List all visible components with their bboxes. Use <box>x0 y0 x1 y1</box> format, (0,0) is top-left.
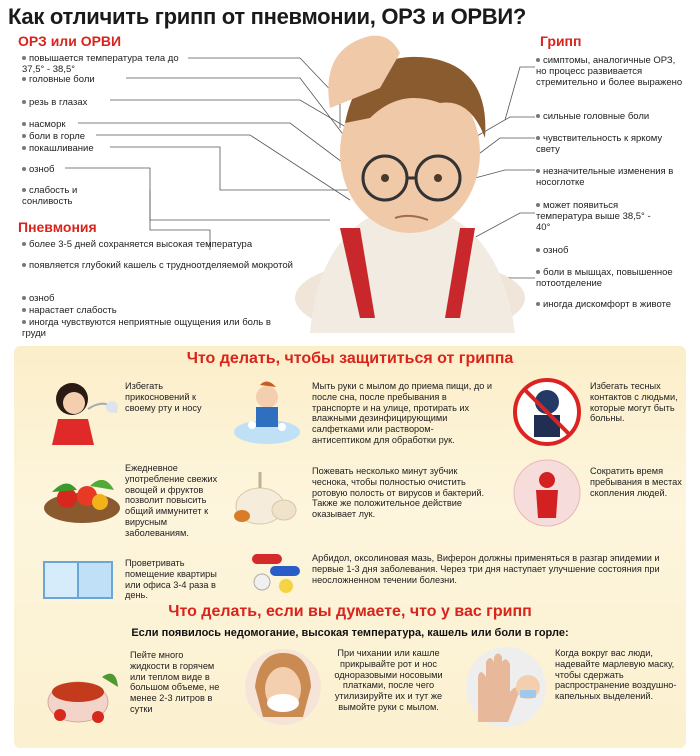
handwash-icon <box>232 377 302 447</box>
flu-item: чувствительность к яркому свету <box>536 133 663 155</box>
tip-text: Арбидол, оксолиновая мазь, Виферон должны применяться в разгар эпидемии и первые 1-3 дня заболевания. Через три дня наступает улучшение состояния при неосложненном течении болезни. <box>312 553 660 585</box>
pneumonia-heading: Пневмония <box>18 219 97 235</box>
tip-text: Проветривать помещение квартиры или офиса 3-4 раза в день. <box>125 558 217 601</box>
pneumonia-item: нарастает слабость <box>22 305 117 316</box>
tip-text: Избегать тесных контактов с людьми, которые могут быть больны. <box>590 381 678 424</box>
man-illustration <box>290 28 530 333</box>
no-contact-icon <box>512 377 582 447</box>
flu-item: симптомы, аналогичные ОРЗ, но процесс развивается стремительно и более выражено <box>536 55 683 88</box>
pneumonia-item: озноб <box>22 293 55 304</box>
pills-icon <box>248 550 308 595</box>
orz-item: головные боли <box>22 74 95 85</box>
orz-item: насморк <box>22 119 66 130</box>
sneezing-woman-icon <box>243 647 323 727</box>
tip-text: Пожевать несколько минут зубчик чеснока, чтобы полностью очистить ротовую полость от вирусов и бактерий. Также же положительное действие оказывает лук. <box>312 466 485 520</box>
orz-item: боли в горле <box>22 131 85 142</box>
flu-heading: Грипп <box>540 33 582 49</box>
pneumonia-item: появляется глубокий кашель с трудноотделяемой мокротой <box>22 260 302 271</box>
orz-heading: ОРЗ или ОРВИ <box>18 33 122 49</box>
orz-item: резь в глазах <box>22 97 87 108</box>
tip-text: Ежедневное употребление свежих овощей и фруктов позволит повысить общий иммунитет к вирусным заболеваниям. <box>125 463 218 538</box>
girl-icon <box>40 377 120 452</box>
flu-item: иногда дискомфорт в животе <box>536 299 686 310</box>
flu-item: незначительные изменения в носоглотке <box>536 166 674 188</box>
orz-item: озноб <box>22 164 55 175</box>
tip-text: Когда вокруг вас люди, надевайте марлевую маску, чтобы сдержать распространение воздушно-капельных выделений. <box>555 648 677 702</box>
flu-item: сильные головные боли <box>536 111 686 122</box>
pneumonia-item: более 3-5 дней сохраняется высокая температура <box>22 239 312 250</box>
sick-subheading: Если появилось недомогание, высокая температура, кашель или боли в горле: <box>131 627 569 639</box>
tip-text: Сократить время пребывания в местах скопления людей. <box>590 466 682 498</box>
garlic-icon <box>232 466 302 526</box>
vegetables-icon <box>42 466 122 526</box>
tip-text: Избегать прикосновений к своему рту и носу <box>125 381 202 413</box>
orz-item: слабость и сонливость <box>22 185 78 207</box>
protect-heading: Что делать, чтобы защититься от гриппа <box>186 350 514 367</box>
tip-text: При чихании или кашле прикрывайте рот и нос одноразовыми носовыми платками, после чего утилизируйте их и тут же вымойте руки с мылом. <box>334 648 443 712</box>
sick-heading: Что делать, если вы думаете, что у вас грипп <box>168 603 532 620</box>
pneumonia-item: иногда чувствуются неприятные ощущения или боль в груди <box>22 317 271 339</box>
flu-item: боли в мышцах, повышенное потоотделение <box>536 267 673 289</box>
window-icon <box>40 558 115 603</box>
tea-icon <box>38 647 123 727</box>
crowd-icon <box>512 458 582 528</box>
flu-item: озноб <box>536 245 569 256</box>
orz-item: покашливание <box>22 143 94 154</box>
page-title: Как отличить грипп от пневмонии, ОРЗ и ОРВИ? <box>8 4 527 29</box>
mask-hand-icon <box>458 642 548 732</box>
tip-text: Мыть руки с мылом до приема пищи, до и после сна, после пребывания в транспорте и на улице, протирать их влажными дезинфицирующими салфетками или раствором-антисептиком для обработки рук. <box>312 381 493 445</box>
orz-item: повышается температура тела до 37,5° - 38,5° <box>22 53 179 75</box>
flu-item: может появиться температура выше 38,5° - 40° <box>536 200 651 233</box>
tip-text: Пейте много жидкости в горячем или теплом виде в большом объеме, не менее 2-3 литров в сутки <box>130 650 220 714</box>
